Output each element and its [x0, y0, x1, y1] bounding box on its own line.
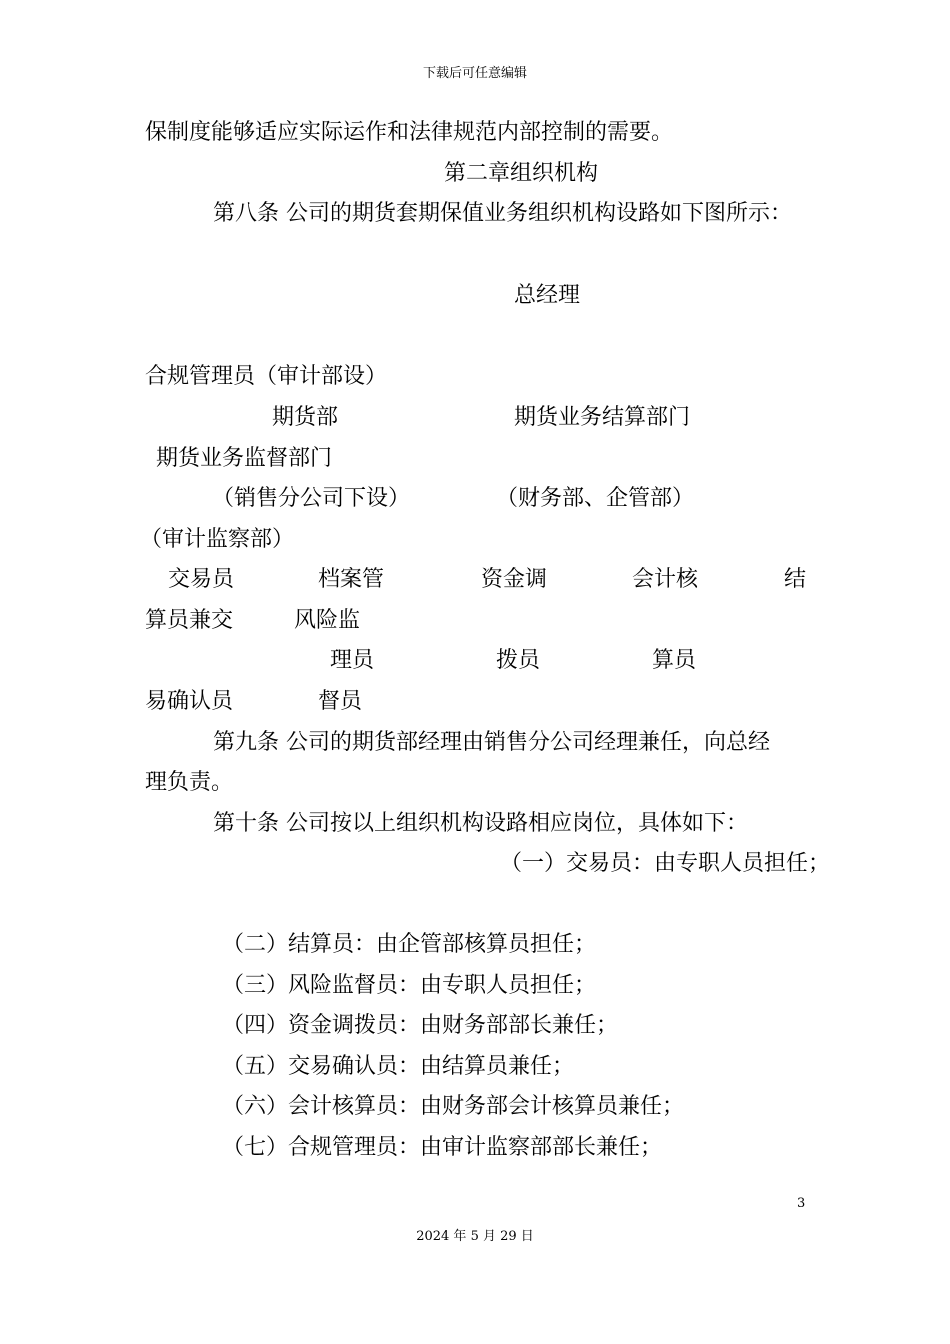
article-9: 第九条 公司的期货部经理由销售分公司经理兼任，向总经 [213, 730, 770, 755]
page-header: 下载后可任意编辑 [422, 66, 527, 81]
list-item: （七）合规管理员：由审计监察部部长兼任； [222, 1135, 663, 1160]
org-supervision-dept: 期货业务监督部门 [156, 446, 333, 471]
org-role: 交易员 [168, 567, 235, 592]
list-item: （二）结算员：由企管部核算员担任； [222, 932, 597, 957]
org-role: 资金调 [481, 567, 548, 592]
list-item: （一）交易员：由专职人员担任； [500, 851, 831, 876]
org-role: 风险监 [294, 608, 361, 633]
org-role: 督员 [318, 689, 363, 714]
org-role: 易确认员 [145, 689, 234, 714]
list-item: （六）会计核算员：由财务部会计核算员兼任； [222, 1094, 685, 1119]
org-settlement-dept-note: （财务部、企管部） [496, 486, 695, 511]
article-9-cont: 理负责。 [145, 770, 234, 795]
list-item: （三）风险监督员：由专职人员担任； [222, 973, 597, 998]
org-settlement-dept: 期货业务结算部门 [514, 405, 691, 430]
org-role: 理员 [330, 648, 375, 673]
list-item: （四）资金调拨员：由财务部部长兼任； [222, 1013, 619, 1038]
org-supervision-dept-note: （审计监察部） [140, 527, 295, 552]
org-role: 拨员 [496, 648, 541, 673]
org-role: 档案管 [318, 567, 385, 592]
page-number: 3 [797, 1196, 806, 1211]
paragraph-line: 保制度能够适应实际运作和法律规范内部控制的需要。 [145, 120, 674, 145]
org-role: 会计核 [632, 567, 699, 592]
org-role: 算员兼交 [145, 608, 234, 633]
org-futures-dept-note: （销售分公司下设） [212, 486, 411, 511]
list-item: （五）交易确认员：由结算员兼任； [222, 1054, 575, 1079]
page-footer-date: 2024 年 5 月 29 日 [416, 1229, 534, 1244]
chapter-title: 第二章组织机构 [444, 161, 599, 186]
article-10: 第十条 公司按以上组织机构设路相应岗位，具体如下： [213, 811, 748, 836]
org-futures-dept: 期货部 [272, 405, 339, 430]
org-role: 算员 [652, 648, 697, 673]
org-compliance-officer: 合规管理员（审计部设） [145, 364, 388, 389]
org-role: 结 [784, 567, 807, 592]
org-general-manager: 总经理 [514, 283, 581, 308]
article-8: 第八条 公司的期货套期保值业务组织机构设路如下图所示： [213, 201, 792, 226]
